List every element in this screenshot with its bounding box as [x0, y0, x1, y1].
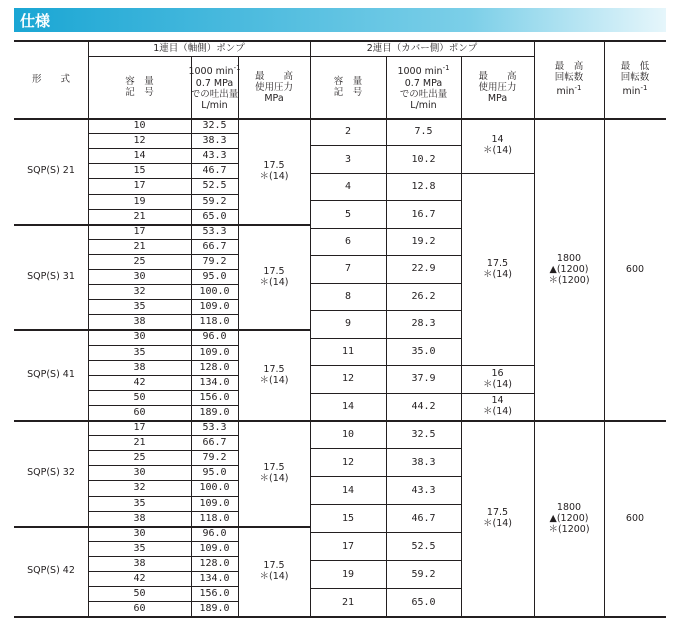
- pump2-flow-value: 7.5: [414, 126, 433, 138]
- pump1-capacity-code: 30: [133, 527, 146, 539]
- pump1-capacity-code: 21: [133, 240, 146, 252]
- grid-line-horizontal: [88, 269, 238, 270]
- grid-line-vertical: [238, 56, 239, 616]
- pump1-flow-header: [188, 56, 241, 118]
- pump2-flow-value: 38.3: [411, 456, 436, 468]
- pump2-flow-value: 35.0: [411, 345, 436, 357]
- pump2-max-pressure: 14 ＊(14): [482, 395, 512, 418]
- min-speed-header-exponent: -1: [640, 83, 648, 92]
- pump1-capacity-code: 38: [133, 512, 146, 524]
- min-speed-header: [604, 40, 666, 118]
- pump1-flow-value: 109.0: [199, 301, 230, 313]
- pump1-flow-value: 109.0: [199, 542, 230, 554]
- grid-line-horizontal: [461, 173, 534, 174]
- pump1-flow-value: 189.0: [199, 603, 230, 615]
- grid-line-horizontal: [461, 365, 534, 366]
- pump1-flow-value: 43.3: [202, 150, 227, 162]
- pump1-flow-value: 38.3: [202, 135, 227, 147]
- pump1-capacity-code: 32: [133, 482, 146, 494]
- pump2-flow-value: 43.3: [411, 484, 436, 496]
- pump2-flow-value: 32.5: [411, 428, 436, 440]
- pump2-max-pressure: 17.5 ＊(14): [482, 507, 512, 530]
- grid-line-horizontal: [88, 284, 238, 285]
- grid-line-horizontal: [88, 148, 238, 149]
- pump1-capacity-code: 38: [133, 361, 146, 373]
- pump2-flow-value: 16.7: [411, 208, 436, 220]
- pump1-max-pressure: 17.5 ＊(14): [259, 363, 289, 386]
- model-name: SQP(S) 41: [27, 369, 75, 381]
- max-speed-header-text: 最 高 回転数 min: [554, 60, 584, 98]
- pump2-capacity-header: 容 量 記 号: [333, 76, 363, 98]
- pump1-capacity-code: 35: [133, 497, 146, 509]
- grid-line-vertical: [461, 56, 462, 616]
- pump1-flow-value: 118.0: [199, 316, 230, 328]
- pump1-flow-value: 189.0: [199, 406, 230, 418]
- pump2-flow-value: 44.2: [411, 400, 436, 412]
- pump1-flow-value: 134.0: [199, 573, 230, 585]
- pump2-flow-value: 12.8: [411, 181, 436, 193]
- grid-line-horizontal: [88, 345, 238, 346]
- pump1-capacity-code: 14: [133, 150, 146, 162]
- grid-line-horizontal: [88, 586, 238, 587]
- pump2-capacity-code: 10: [341, 428, 355, 440]
- grid-line-horizontal: [88, 239, 238, 240]
- pump2-flow-value: 28.3: [411, 318, 436, 330]
- pump1-flow-value: 53.3: [202, 225, 227, 237]
- pump1-flow-value: 66.7: [202, 437, 227, 449]
- pump2-capacity-code: 19: [341, 568, 355, 580]
- pump1-group-header: 1連目（軸側）ポンプ: [153, 42, 245, 54]
- grid-line-horizontal: [88, 601, 238, 602]
- grid-line-horizontal: [88, 299, 238, 300]
- pump1-capacity-code: 21: [133, 210, 146, 222]
- pump2-flow-header: [386, 56, 461, 118]
- flow-header-exponent: -1: [233, 64, 241, 73]
- max-speed-value: 1800 ▲(1200) ＊(1200): [548, 501, 590, 535]
- section-title-bar: [14, 8, 666, 32]
- pump1-flow-value: 156.0: [199, 391, 230, 403]
- pump1-capacity-code: 50: [133, 588, 146, 600]
- pump1-capacity-code: 25: [133, 255, 146, 267]
- pump1-capacity-code: 35: [133, 542, 146, 554]
- model-name: SQP(S) 42: [27, 565, 75, 577]
- grid-line-horizontal: [88, 496, 238, 497]
- grid-line-horizontal: [88, 360, 238, 361]
- pump2-capacity-code: 12: [341, 373, 355, 385]
- spec-table: [14, 40, 666, 624]
- grid-line-horizontal: [88, 178, 238, 179]
- pump1-capacity-code: 19: [133, 195, 146, 207]
- pump1-flow-value: 32.5: [202, 120, 227, 132]
- model-header: 形 式: [31, 73, 70, 85]
- pump1-flow-value: 96.0: [202, 527, 227, 539]
- pump1-capacity-code: 30: [133, 467, 146, 479]
- grid-line-horizontal: [88, 556, 238, 557]
- grid-line-horizontal: [88, 314, 238, 315]
- pump2-capacity-code: 8: [344, 290, 352, 302]
- max-speed-header-exponent: -1: [574, 83, 582, 92]
- section-title: 仕様: [20, 12, 51, 30]
- pump2-capacity-code: 14: [341, 400, 355, 412]
- pump2-flow-value: 65.0: [411, 596, 436, 608]
- pump2-capacity-code: 15: [341, 512, 355, 524]
- grid-line-horizontal: [88, 133, 238, 134]
- pump1-flow-value: 79.2: [202, 255, 227, 267]
- pump1-capacity-code: 10: [133, 120, 146, 132]
- flow-header-rest: 0.7 MPa での吐出量 L/min: [399, 77, 448, 111]
- grid-line-vertical: [534, 40, 535, 616]
- grid-line-vertical: [88, 40, 89, 616]
- pump1-max-pressure: 17.5 ＊(14): [259, 559, 289, 582]
- grid-line-horizontal: [461, 393, 534, 394]
- pump1-capacity-code: 17: [133, 180, 146, 192]
- pump1-flow-value: 118.0: [199, 512, 230, 524]
- pump1-flow-value: 79.2: [202, 452, 227, 464]
- pump1-capacity-code: 21: [133, 437, 146, 449]
- grid-line-horizontal: [88, 480, 238, 481]
- pump1-flow-value: 128.0: [199, 361, 230, 373]
- pump1-capacity-code: 12: [133, 135, 146, 147]
- grid-line-horizontal: [88, 209, 238, 210]
- pump2-capacity-code: 12: [341, 456, 355, 468]
- pump1-max-pressure: 17.5 ＊(14): [259, 265, 289, 288]
- pump1-flow-value: 109.0: [199, 497, 230, 509]
- pump1-flow-value: 96.0: [202, 331, 227, 343]
- grid-line-vertical: [191, 56, 192, 616]
- flow-header-speed: 1000 min: [397, 66, 443, 78]
- model-name: SQP(S) 21: [27, 165, 75, 177]
- pump1-capacity-code: 17: [133, 422, 146, 434]
- pump2-capacity-code: 11: [341, 345, 355, 357]
- grid-line-horizontal: [88, 405, 238, 406]
- pump2-flow-value: 59.2: [411, 568, 436, 580]
- grid-line-horizontal: [14, 616, 310, 618]
- pump2-flow-value: 46.7: [411, 512, 436, 524]
- grid-line-horizontal: [88, 194, 238, 195]
- pump1-capacity-code: 30: [133, 331, 146, 343]
- pump1-capacity-code: 42: [133, 376, 146, 388]
- model-name: SQP(S) 31: [27, 271, 75, 283]
- pump1-capacity-code: 17: [133, 225, 146, 237]
- pump2-capacity-code: 14: [341, 484, 355, 496]
- pump1-pressure-header: 最 高 使用圧力 MPa: [254, 70, 293, 104]
- pump2-flow-value: 52.5: [411, 540, 436, 552]
- grid-line-horizontal: [88, 511, 238, 512]
- pump2-capacity-code: 5: [344, 208, 352, 220]
- pump1-flow-value: 65.0: [202, 210, 227, 222]
- grid-line-horizontal: [88, 254, 238, 255]
- grid-line-horizontal: [88, 450, 238, 451]
- pump1-flow-value: 66.7: [202, 240, 227, 252]
- flow-header-exponent: -1: [442, 64, 450, 73]
- pump2-max-pressure: 16 ＊(14): [482, 367, 512, 390]
- pump2-max-pressure: 17.5 ＊(14): [482, 257, 512, 280]
- pump1-flow-value: 46.7: [202, 165, 227, 177]
- pump1-flow-value: 156.0: [199, 588, 230, 600]
- pump2-flow-value: 19.2: [411, 236, 436, 248]
- grid-line-horizontal: [88, 390, 238, 391]
- pump2-flow-value: 37.9: [411, 373, 436, 385]
- pump2-max-pressure: 14 ＊(14): [482, 134, 512, 157]
- pump1-flow-value: 109.0: [199, 346, 230, 358]
- grid-line-horizontal: [88, 541, 238, 542]
- flow-header-speed: 1000 min: [188, 66, 234, 78]
- pump1-max-pressure: 17.5 ＊(14): [259, 159, 289, 182]
- pump1-capacity-header: 容 量 記 号: [125, 76, 154, 98]
- pump1-capacity-code: 35: [133, 301, 146, 313]
- min-speed-value: 600: [625, 512, 645, 524]
- grid-line-vertical: [604, 40, 605, 616]
- pump2-capacity-code: 2: [344, 126, 352, 138]
- pump2-flow-value: 22.9: [411, 263, 436, 275]
- max-speed-header: [534, 40, 604, 118]
- grid-line-horizontal: [88, 465, 238, 466]
- pump1-flow-value: 53.3: [202, 422, 227, 434]
- pump1-flow-value: 95.0: [202, 271, 227, 283]
- pump2-flow-value: 10.2: [411, 153, 436, 165]
- pump2-capacity-code: 17: [341, 540, 355, 552]
- pump2-capacity-code: 3: [344, 153, 352, 165]
- grid-line-horizontal: [88, 435, 238, 436]
- pump1-flow-value: 100.0: [199, 482, 230, 494]
- pump2-capacity-code: 9: [344, 318, 352, 330]
- pump1-capacity-code: 50: [133, 391, 146, 403]
- grid-line-horizontal: [310, 616, 666, 618]
- pump1-flow-value: 95.0: [202, 467, 227, 479]
- pump2-flow-value: 26.2: [411, 290, 436, 302]
- pump1-flow-value: 59.2: [202, 195, 227, 207]
- pump2-capacity-code: 21: [341, 596, 355, 608]
- model-name: SQP(S) 32: [27, 467, 75, 479]
- pump1-capacity-code: 60: [133, 406, 146, 418]
- min-speed-value: 600: [625, 263, 645, 275]
- pump1-capacity-code: 38: [133, 316, 146, 328]
- pump2-pressure-header: 最 高 使用圧力 MPa: [478, 70, 517, 104]
- grid-line-vertical: [310, 40, 311, 616]
- pump1-flow-value: 52.5: [202, 180, 227, 192]
- pump1-capacity-code: 32: [133, 286, 146, 298]
- pump1-flow-value: 100.0: [199, 286, 230, 298]
- pump2-capacity-code: 6: [344, 236, 352, 248]
- flow-header-rest: 0.7 MPa での吐出量 L/min: [190, 77, 239, 111]
- pump1-capacity-code: 60: [133, 603, 146, 615]
- min-speed-header-text: 最 低 回転数 min: [620, 60, 650, 98]
- pump1-flow-value: 128.0: [199, 557, 230, 569]
- pump2-group-header: 2連目（カバー側）ポンプ: [366, 42, 478, 54]
- grid-line-horizontal: [88, 571, 238, 572]
- grid-line-horizontal: [88, 163, 238, 164]
- pump2-capacity-code: 7: [344, 263, 352, 275]
- grid-line-horizontal: [88, 375, 238, 376]
- pump1-capacity-code: 25: [133, 452, 146, 464]
- max-speed-value: 1800 ▲(1200) ＊(1200): [548, 252, 590, 286]
- pump1-capacity-code: 30: [133, 271, 146, 283]
- pump1-capacity-code: 35: [133, 346, 146, 358]
- pump1-capacity-code: 15: [133, 165, 146, 177]
- pump1-capacity-code: 42: [133, 573, 146, 585]
- pump2-capacity-code: 4: [344, 181, 352, 193]
- pump1-max-pressure: 17.5 ＊(14): [259, 461, 289, 484]
- pump1-capacity-code: 38: [133, 557, 146, 569]
- pump1-flow-value: 134.0: [199, 376, 230, 388]
- grid-line-vertical: [386, 56, 387, 616]
